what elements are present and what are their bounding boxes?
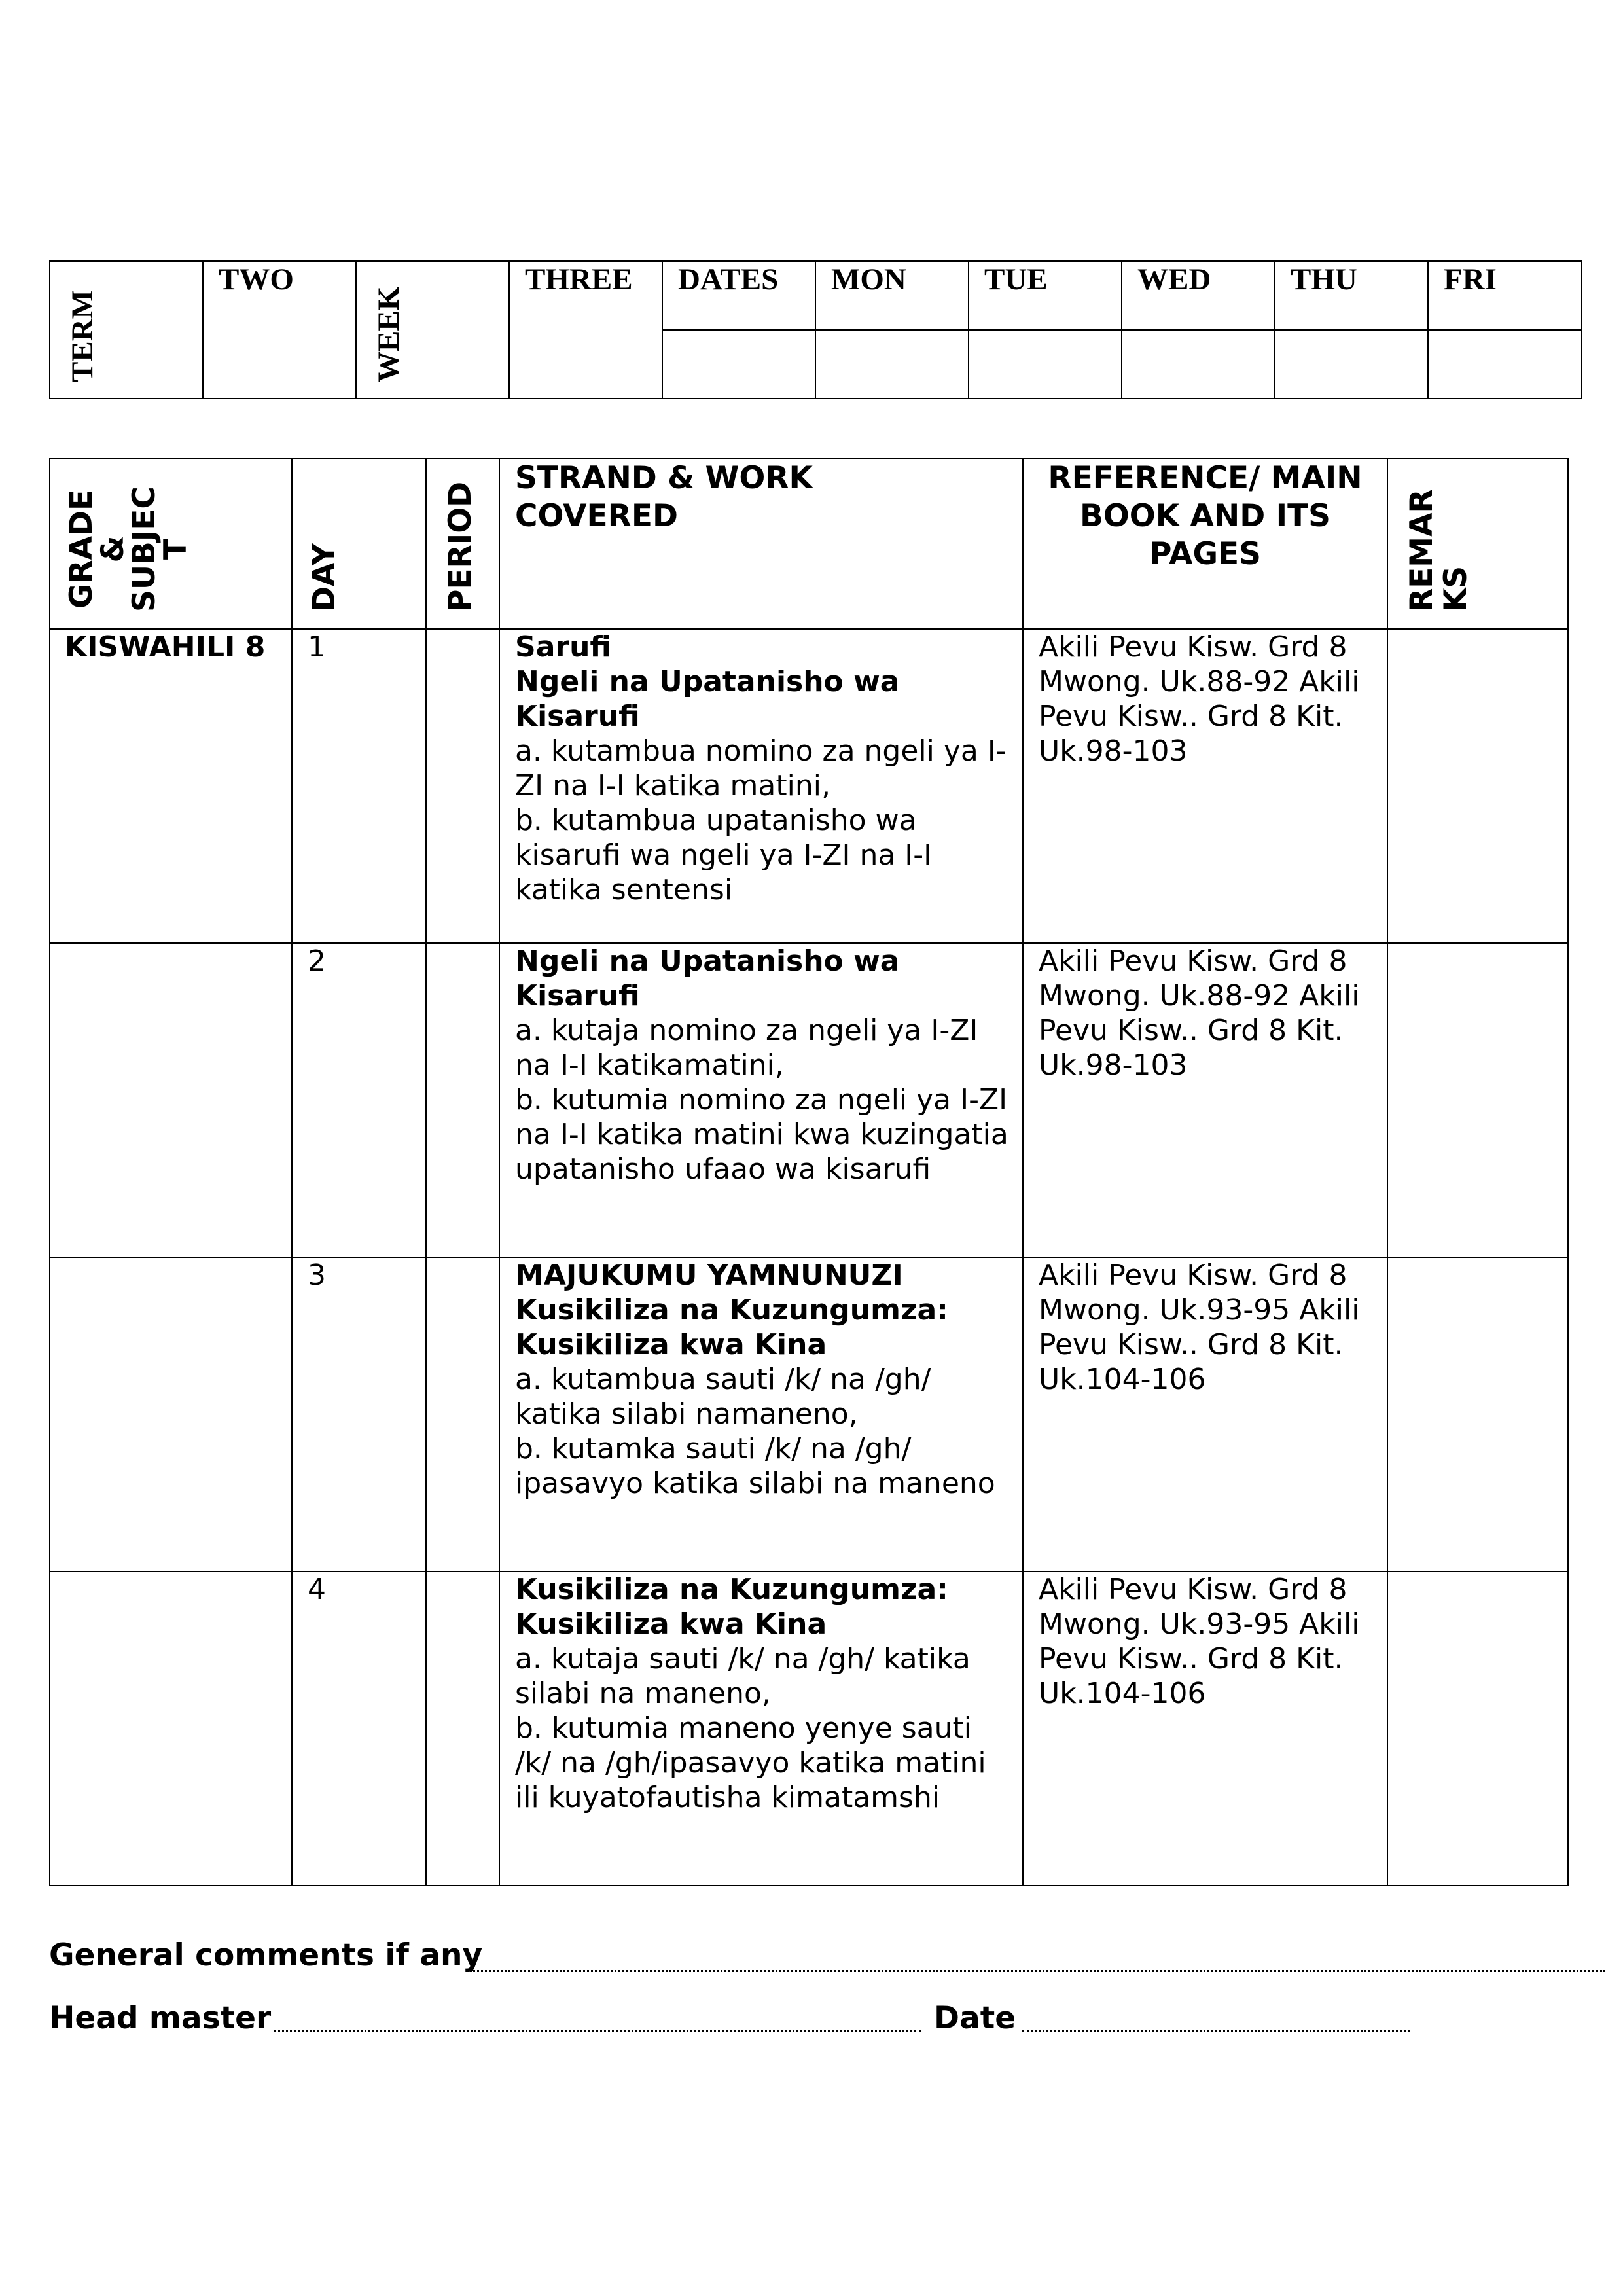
dates-label-cell	[662, 261, 815, 330]
term-label-cell	[50, 261, 203, 399]
reference-text: Akili Pevu Kisw. Grd 8 Mwong. Uk.88-92 Akili Pevu Kisw.. Grd 8 Kit. Uk.98-103	[1039, 944, 1360, 1082]
week-value: THREE	[525, 262, 633, 296]
grade-subject-header	[50, 459, 292, 629]
day-cell	[292, 1257, 426, 1571]
day-header-fri	[1428, 261, 1582, 330]
strand-objective: a. kutaja nomino za ngeli ya I-ZI na I-I katikamatini,	[515, 1014, 978, 1082]
table-row	[50, 1257, 1568, 1571]
dates-label: DATES	[678, 262, 779, 296]
day-header-tue	[969, 261, 1122, 330]
grade-subject-cell	[50, 1571, 292, 1886]
period-header	[426, 459, 499, 629]
term-week-table	[49, 260, 1582, 399]
strand-objective: b. kutambua upatanisho wa kisarufi wa ngeli ya I-ZI na I-I katika sentensi	[515, 804, 933, 906]
reference-cell	[1023, 943, 1387, 1257]
strand-subtitle: Kusikiliza na Kuzungumza: Kusikiliza kwa Kina	[515, 1293, 948, 1361]
reference-header	[1023, 459, 1387, 629]
day-label-thu: THU	[1291, 262, 1357, 296]
strand-cell	[499, 1571, 1023, 1886]
remarks-cell[interactable]	[1387, 629, 1568, 943]
remarks-cell[interactable]	[1387, 943, 1568, 1257]
reference-text: Akili Pevu Kisw. Grd 8 Mwong. Uk.88-92 Akili Pevu Kisw.. Grd 8 Kit. Uk.98-103	[1039, 630, 1360, 768]
date-cell-tue[interactable]	[969, 330, 1122, 399]
lesson-plan-table	[49, 458, 1569, 1886]
day-cell	[292, 629, 426, 943]
date-cell-thu[interactable]	[1275, 330, 1428, 399]
grade-subject-cell	[50, 1257, 292, 1571]
strand-header	[499, 459, 1023, 629]
table-row	[50, 943, 1568, 1257]
day-header-label: DAY	[306, 543, 342, 612]
day-label-mon: MON	[831, 262, 906, 296]
day-value: 4	[308, 1573, 326, 1606]
date-field[interactable]	[1022, 2030, 1410, 2032]
strand-subtitle: Ngeli na Upatanisho wa Kisarufi	[515, 665, 900, 733]
day-cell	[292, 1571, 426, 1886]
table-row	[50, 629, 1568, 943]
strand-title: Kusikiliza na Kuzungumza: Kusikiliza kwa Kina	[515, 1573, 948, 1641]
strand-objective: b. kutumia nomino za ngeli ya I-ZI na I-I katika matini kwa kuzingatia upatanisho ufaao wa kisarufi	[515, 1083, 1008, 1186]
term-value: TWO	[219, 262, 294, 296]
strand-objective: b. kutumia maneno yenye sauti /k/ na /gh/ipasavyo katika matini ili kuyatofautisha kimatamshi	[515, 1712, 986, 1814]
period-cell[interactable]	[426, 943, 499, 1257]
strand-cell	[499, 629, 1023, 943]
dates-blank-cell[interactable]	[662, 330, 815, 399]
reference-cell	[1023, 1257, 1387, 1571]
day-label-tue: TUE	[984, 262, 1048, 296]
remarks-header-label: REMAR KS	[1404, 489, 1474, 612]
remarks-cell[interactable]	[1387, 1571, 1568, 1886]
remarks-header	[1387, 459, 1568, 629]
general-comments-label: General comments if any	[49, 1937, 483, 1973]
strand-title: MAJUKUMU YAMNUNUZI	[515, 1259, 903, 1292]
period-cell[interactable]	[426, 1257, 499, 1571]
strand-objective: a. kutambua sauti /k/ na /gh/ katika silabi namaneno,	[515, 1363, 931, 1431]
date-cell-wed[interactable]	[1122, 330, 1275, 399]
reference-text: Akili Pevu Kisw. Grd 8 Mwong. Uk.93-95 Akili Pevu Kisw.. Grd 8 Kit. Uk.104-106	[1039, 1259, 1360, 1396]
table-row	[50, 1571, 1568, 1886]
date-cell-fri[interactable]	[1428, 330, 1582, 399]
grade-subject-header-label: GRADE & SUBJEC T	[63, 486, 194, 612]
headmaster-signature-field[interactable]	[274, 2030, 921, 2032]
week-value-cell	[509, 261, 662, 399]
day-header-wed	[1122, 261, 1275, 330]
reference-text: Akili Pevu Kisw. Grd 8 Mwong. Uk.93-95 Akili Pevu Kisw.. Grd 8 Kit. Uk.104-106	[1039, 1573, 1360, 1710]
date-cell-mon[interactable]	[815, 330, 969, 399]
strand-cell	[499, 943, 1023, 1257]
date-label: Date	[934, 2000, 1016, 2036]
strand-objective: a. kutambua nomino za ngeli ya I-ZI na I-I katika matini,	[515, 734, 1007, 802]
day-label-fri: FRI	[1444, 262, 1497, 296]
strand-objective: a. kutaja sauti /k/ na /gh/ katika silabi na maneno,	[515, 1642, 971, 1710]
reference-cell	[1023, 1571, 1387, 1886]
term-label: TERM	[65, 290, 99, 382]
day-header-thu	[1275, 261, 1428, 330]
day-header	[292, 459, 426, 629]
grade-subject-cell	[50, 629, 292, 943]
general-comments-field[interactable]	[470, 1970, 1605, 1972]
day-header-mon	[815, 261, 969, 330]
day-value: 1	[308, 630, 326, 664]
strand-cell	[499, 1257, 1023, 1571]
strand-objective: b. kutamka sauti /k/ na /gh/ ipasavyo katika silabi na maneno	[515, 1432, 995, 1500]
headmaster-label: Head master	[49, 2000, 272, 2036]
week-label-cell	[356, 261, 509, 399]
term-value-cell	[203, 261, 356, 399]
day-value: 2	[308, 944, 326, 978]
week-label: WEEK	[372, 286, 406, 382]
period-cell[interactable]	[426, 629, 499, 943]
remarks-cell[interactable]	[1387, 1257, 1568, 1571]
day-cell	[292, 943, 426, 1257]
strand-title: Sarufi	[515, 630, 612, 664]
strand-header-label: STRAND & WORK COVERED	[515, 460, 813, 534]
strand-title: Ngeli na Upatanisho wa Kisarufi	[515, 944, 900, 1013]
reference-header-label: REFERENCE/ MAIN BOOK AND ITS PAGES	[1048, 460, 1363, 572]
grade-subject-value: KISWAHILI 8	[65, 630, 266, 664]
day-value: 3	[308, 1259, 326, 1292]
day-label-wed: WED	[1137, 262, 1211, 296]
header-row	[50, 459, 1568, 629]
reference-cell	[1023, 629, 1387, 943]
period-header-label: PERIOD	[442, 481, 478, 612]
period-cell[interactable]	[426, 1571, 499, 1886]
grade-subject-cell	[50, 943, 292, 1257]
